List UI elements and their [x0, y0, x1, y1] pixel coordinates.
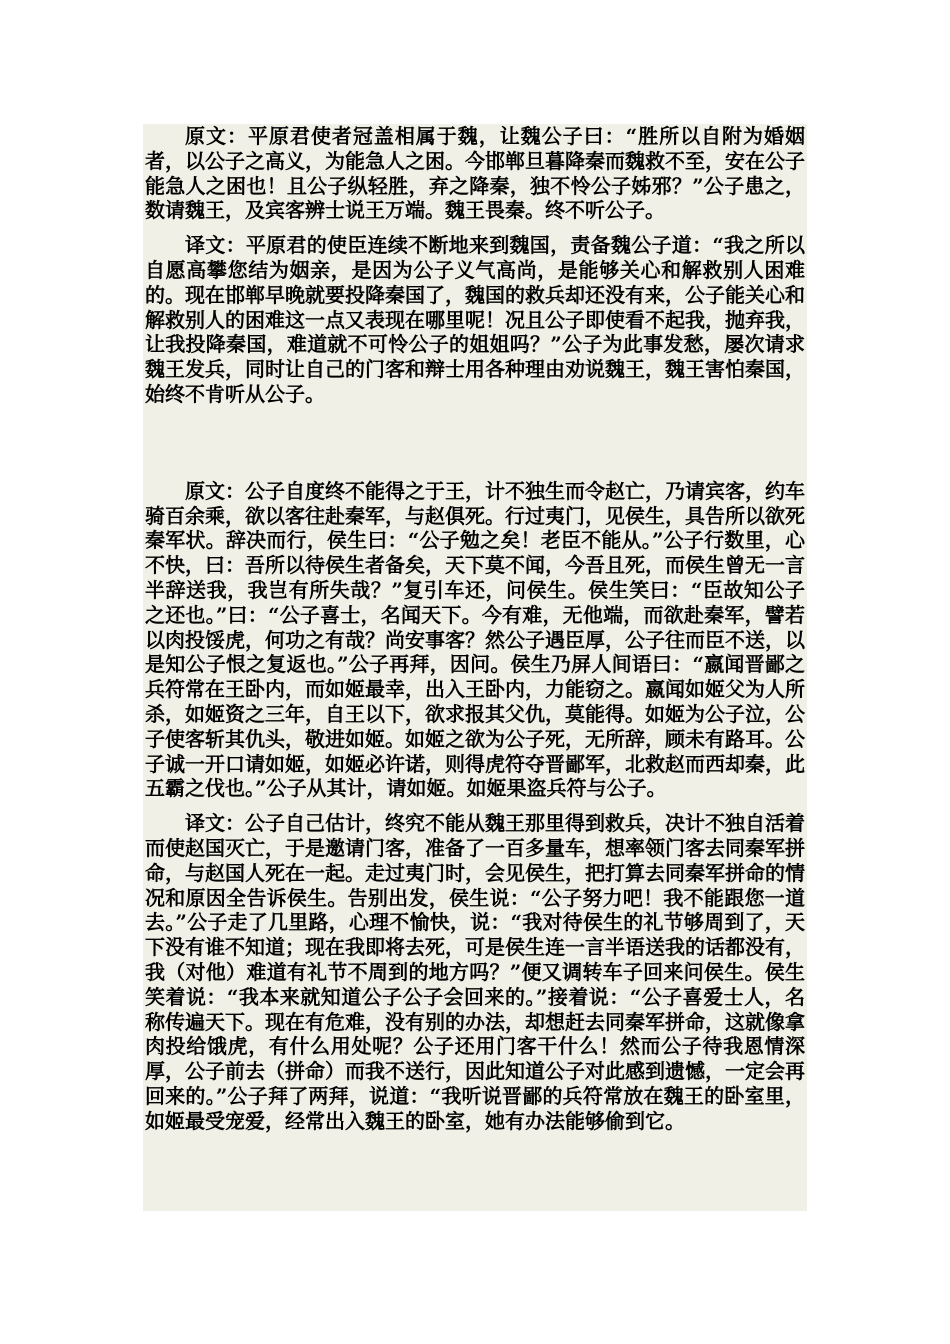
paragraph-gap	[145, 801, 805, 811]
section-gap	[145, 407, 805, 479]
section1-translation: 译文：平原君的使臣连续不断地来到魏国，责备魏公子道：“我之所以自愿高攀您结为姻亲，是因为公子义气高尚，是能够关心和解救别人困难的。现在邯郸早晚就要投降秦国了，魏国的救兵却还没有来，公子能关心和解救别人的困难这一点又表现在哪里呢！况且公子即使看不起我，抛弃我，让我投降秦国，难道就不可怜公子的姐姐吗？”公子为此事发愁，屡次请求魏王发兵，同时让自己的门客和辩士用各种理由劝说魏王，魏王害怕秦国，始终不肯听从公子。	[145, 233, 805, 406]
section1-original: 原文：平原君使者冠盖相属于魏，让魏公子曰：“胜所以自附为婚姻者，以公子之高义，为能急人之困。今邯郸旦暮降秦而魏救不至，安在公子能急人之困也！且公子纵轻胜，弃之降秦，独不怜公子姊邪？”公子患之，数请魏王，及宾客辨士说王万端。魏王畏秦。终不听公子。	[145, 124, 805, 223]
section2-original: 原文：公子自度终不能得之于王，计不独生而令赵亡，乃请宾客，约车骑百余乘，欲以客往赴秦军，与赵俱死。行过夷门，见侯生，具告所以欲死秦军状。辞决而行，侯生曰：“公子勉之矣！老臣不能从。”公子行数里，心不快，曰：吾所以待侯生者备矣，天下莫不闻，今吾且死，而侯生曾无一言半辞送我，我岂有所失哉？”复引车还，问侯生。侯生笑曰：“臣故知公子之还也。”曰：“公子喜士，名闻天下。今有难，无他端，而欲赴秦军，譬若以肉投馁虎，何功之有哉？尚安事客？然公子遇臣厚，公子往而臣不送，以是知公子恨之复返也。”公子再拜，因问。侯生乃屏人间语曰：“嬴闻晋鄙之兵符常在王卧内，而如姬最幸，出入王卧内，力能窃之。嬴闻如姬父为人所杀，如姬资之三年，自王以下，欲求报其父仇，莫能得。如姬为公子泣，公子使客斩其仇头，敬进如姬。如姬之欲为公子死，无所辞，顾未有路耳。公子诚一开口请如姬，如姬必许诺，则得虎符夺晋鄙军，北救赵而西却秦，此五霸之伐也。”公子从其计，请如姬。如姬果盗兵符与公子。	[145, 478, 805, 801]
paragraph-gap	[145, 223, 805, 233]
section2-translation: 译文：公子自己估计，终究不能从魏王那里得到救兵，决计不独自活着而使赵国灭亡，于是邀请门客，准备了一百多量车，想率领门客去同秦军拼命，与赵国人死在一起。走过夷门时，会见侯生，把打算去同秦军拼命的情况和原因全告诉侯生。告别出发，侯生说：“公子努力吧！我不能跟您一道去。”公子走了几里路，心理不愉快，说：“我对待侯生的礼节够周到了，天下没有谁不知道；现在我即将去死，可是侯生连一言半语送我的话都没有，我（对他）难道有礼节不周到的地方吗？”便又调转车子回来问侯生。侯生笑着说：“我本来就知道公子公子会回来的。”接着说：“公子喜爱士人，名称传遍天下。现在有危难，没有别的办法，却想赶去同秦军拼命，这就像拿肉投给饿虎，有什么用处呢？公子还用门客干什么！然而公子待我恩情深厚，公子前去（拼命）而我不送行，因此知道公子对此感到遗憾，一定会再回来的。”公子拜了两拜，说道：“我听说晋鄙的兵符常放在魏王的卧室里，如姬最受宠爱，经常出入魏王的卧室，她有办法能够偷到它。	[145, 811, 805, 1133]
text-block	[143, 124, 807, 1211]
